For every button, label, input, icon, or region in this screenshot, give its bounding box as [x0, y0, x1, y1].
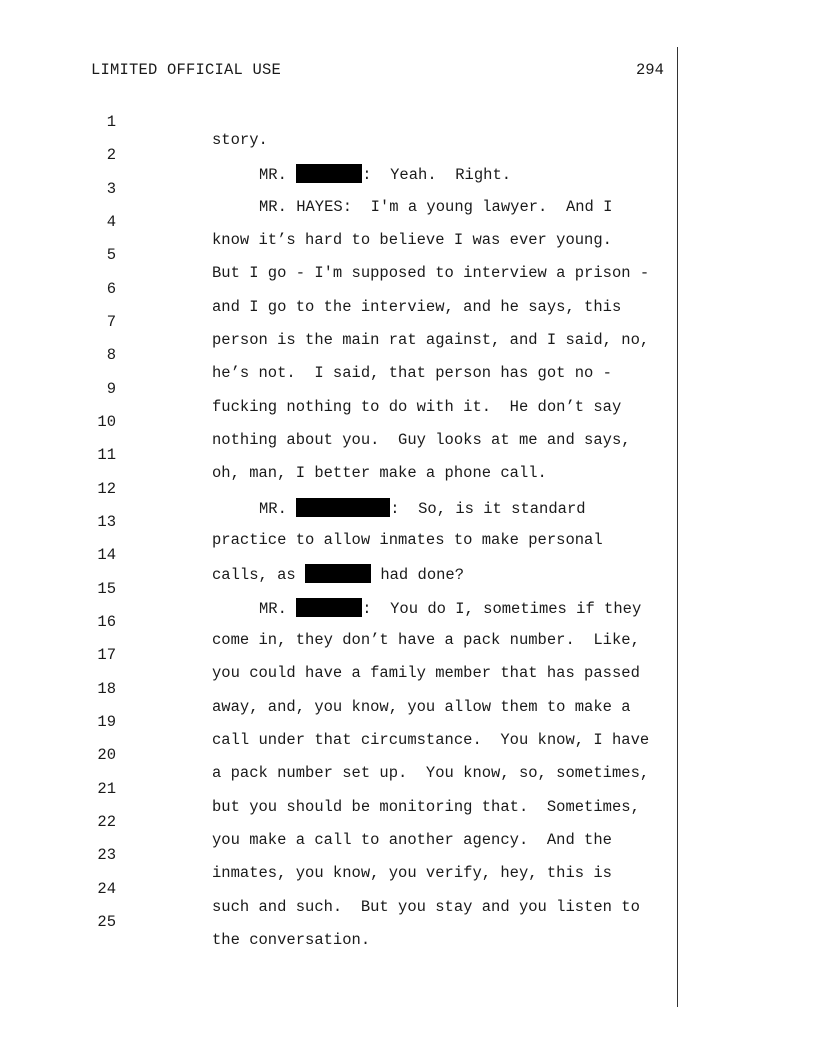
line-text-rest: : You do I, sometimes if they [362, 600, 642, 618]
line-number: 20 [97, 746, 116, 764]
line-number: 21 [97, 780, 116, 798]
transcript-line [0, 295, 700, 349]
transcript-line [0, 162, 700, 216]
line-text: but you should be monitoring that. Sometimes, [212, 798, 640, 816]
line-text-rest: had done? [371, 566, 465, 584]
line-text-rest: : Yeah. Right. [362, 166, 512, 184]
line-number: 3 [106, 180, 116, 198]
line-number: 6 [106, 280, 116, 298]
line-text: such and such. But you stay and you listen to [212, 898, 640, 916]
speaker-prefix: MR. [259, 500, 297, 518]
transcript-line [0, 195, 700, 249]
transcript-line [0, 595, 700, 649]
line-text: But I go - I'm supposed to interview a prison - [212, 264, 650, 282]
line-text: know it’s hard to believe I was ever young. [212, 231, 612, 249]
line-text: inmates, you know, you verify, hey, this is [212, 864, 612, 882]
line-number: 10 [97, 413, 116, 431]
speaker-prefix: MR. [259, 600, 297, 618]
transcript-line [0, 528, 700, 584]
classification-header: LIMITED OFFICIAL USE [91, 61, 282, 79]
transcript-line [0, 828, 700, 882]
line-text: MR. HAYES: I'm a young lawyer. And I [259, 198, 613, 216]
line-text: story. [212, 131, 268, 149]
line-number: 16 [97, 613, 116, 631]
line-number: 4 [106, 213, 116, 231]
line-text: the conversation. [212, 931, 371, 949]
line-number: 7 [106, 313, 116, 331]
line-text: he’s not. I said, that person has got no - [212, 364, 612, 382]
line-number: 9 [106, 380, 116, 398]
line-number: 12 [97, 480, 116, 498]
line-text: call under that circumstance. You know, I have [212, 731, 650, 749]
transcript-line [0, 328, 700, 382]
line-text: come in, they don’t have a pack number. Like, [212, 631, 640, 649]
line-text: nothing about you. Guy looks at me and says, [212, 431, 631, 449]
line-text-rest: : So, is it standard [390, 500, 586, 518]
line-number: 17 [97, 646, 116, 664]
line-number: 11 [97, 446, 116, 464]
transcript-line [0, 862, 700, 916]
line-number: 2 [106, 146, 116, 164]
line-text: a pack number set up. You know, so, sometimes, [212, 764, 650, 782]
line-number: 19 [97, 713, 116, 731]
transcript-line [0, 628, 700, 682]
line-text: away, and, you know, you allow them to make a [212, 698, 631, 716]
line-number: 25 [97, 913, 116, 931]
transcript-line [0, 495, 700, 549]
transcript-line [0, 662, 700, 716]
transcript-line [0, 728, 700, 782]
transcript-line [0, 362, 700, 416]
line-text: person is the main rat against, and I said, no, [212, 331, 650, 349]
line-number: 13 [97, 513, 116, 531]
line-number: 1 [106, 113, 116, 131]
line-text-start: calls, as [212, 566, 306, 584]
transcript-line [0, 228, 700, 282]
line-text: oh, man, I better make a phone call. [212, 464, 547, 482]
line-number: 8 [106, 346, 116, 364]
line-number: 22 [97, 813, 116, 831]
transcript-line [0, 95, 700, 149]
line-number: 5 [106, 246, 116, 264]
line-text: and I go to the interview, and he says, this [212, 298, 622, 316]
transcript-line [0, 895, 700, 949]
transcript-line [0, 395, 700, 449]
line-text: you could have a family member that has passed [212, 664, 640, 682]
transcript-line [0, 562, 700, 618]
transcript-line [0, 262, 700, 316]
speaker-prefix: MR. [259, 166, 297, 184]
line-number: 24 [97, 880, 116, 898]
line-number: 23 [97, 846, 116, 864]
line-text: fucking nothing to do with it. He don’t say [212, 398, 622, 416]
transcript-line [0, 795, 700, 849]
line-text: practice to allow inmates to make personal [212, 531, 603, 549]
transcript-line [0, 462, 700, 518]
transcript-line [0, 695, 700, 749]
line-number: 18 [97, 680, 116, 698]
line-text: you make a call to another agency. And the [212, 831, 612, 849]
line-number: 15 [97, 580, 116, 598]
line-number: 14 [97, 546, 116, 564]
page-number: 294 [636, 61, 664, 79]
transcript-line [0, 762, 700, 816]
transcript-line [0, 128, 700, 184]
transcript-line [0, 428, 700, 482]
